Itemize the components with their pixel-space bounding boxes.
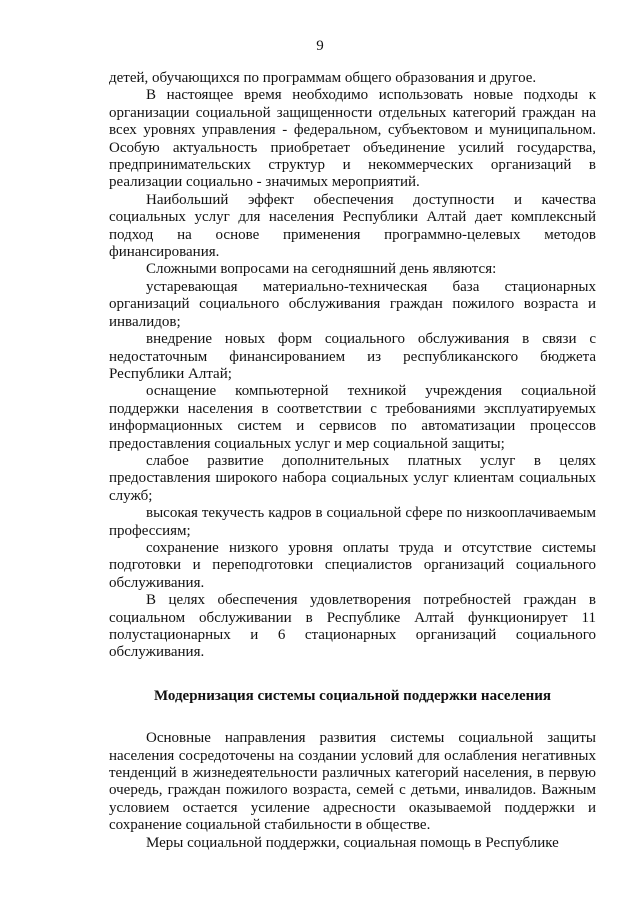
section-heading: Модернизация системы социальной поддержки населения [153,687,552,704]
document-body [109,70,596,852]
list-item: устаревающая материально-техническая база стационарных организаций социального обслуживания граждан пожилого возраста и инвалидов; [109,278,596,330]
paragraph: Меры социальной поддержки, социальная помощь в Республике [146,834,559,851]
paragraph: Основные направления развития системы социальной защиты населения сосредоточены на создании условий для ослабления негативных тенденций в жизнедеятельности различных категорий населения, в первую очередь, граждан пожилого возраста, семей с детьми, инвалидов. Важным условием остается усиление адресности оказываемой поддержки и сохранение социальной стабильности в обществе. [109,730,596,834]
list-item: слабое развитие дополнительных платных услуг в целях предоставления широкого набора социальных услуг клиентам социальных служб; [109,452,596,504]
list-item: внедрение новых форм социального обслуживания в связи с недостаточным финансированием из республиканского бюджета Республики Алтай; [109,331,596,382]
paragraph: Наибольший эффект обеспечения доступности и качества социальных услуг для населения Республики Алтай дает комплексный подход на основе применения программно-целевых методов финансирования. [109,191,596,261]
list-item: высокая текучесть кадров в социальной сфере по низкооплачиваемым профессиям; [109,505,596,539]
paragraph: Сложными вопросами на сегодняшний день являются: [146,261,497,278]
paragraph: В настоящее время необходимо использовать новые подходы к организации социальной защищенности отдельных категорий граждан на всех уровнях управления - федеральном, субъектовом и муниципальном. Особую актуальность приобретает объединение усилий государства, предпринимательских структур и некоммерческих организаций в реализации социально - значимых мероприятий. [109,87,596,191]
list-item: сохранение низкого уровня оплаты труда и отсутствие системы подготовки и переподготовки специалистов организаций социального обслуживания. [109,539,596,591]
paragraph: В целях обеспечения удовлетворения потребностей граждан в социальном обслуживании в Республике Алтай функционирует 11 полустационарных и 6 стационарных организаций социального обслуживания. [109,592,596,661]
paragraph: детей, обучающихся по программам общего образования и другое. [109,70,537,86]
page-number: 9 [316,38,324,54]
list-item: оснащение компьютерной техникой учреждения социальной поддержки населения в соответствии с требованиями эксплуатируемых информационных систем и сервисов по автоматизации процессов предоставления социальных услуг и мер социальной защиты; [109,383,596,452]
